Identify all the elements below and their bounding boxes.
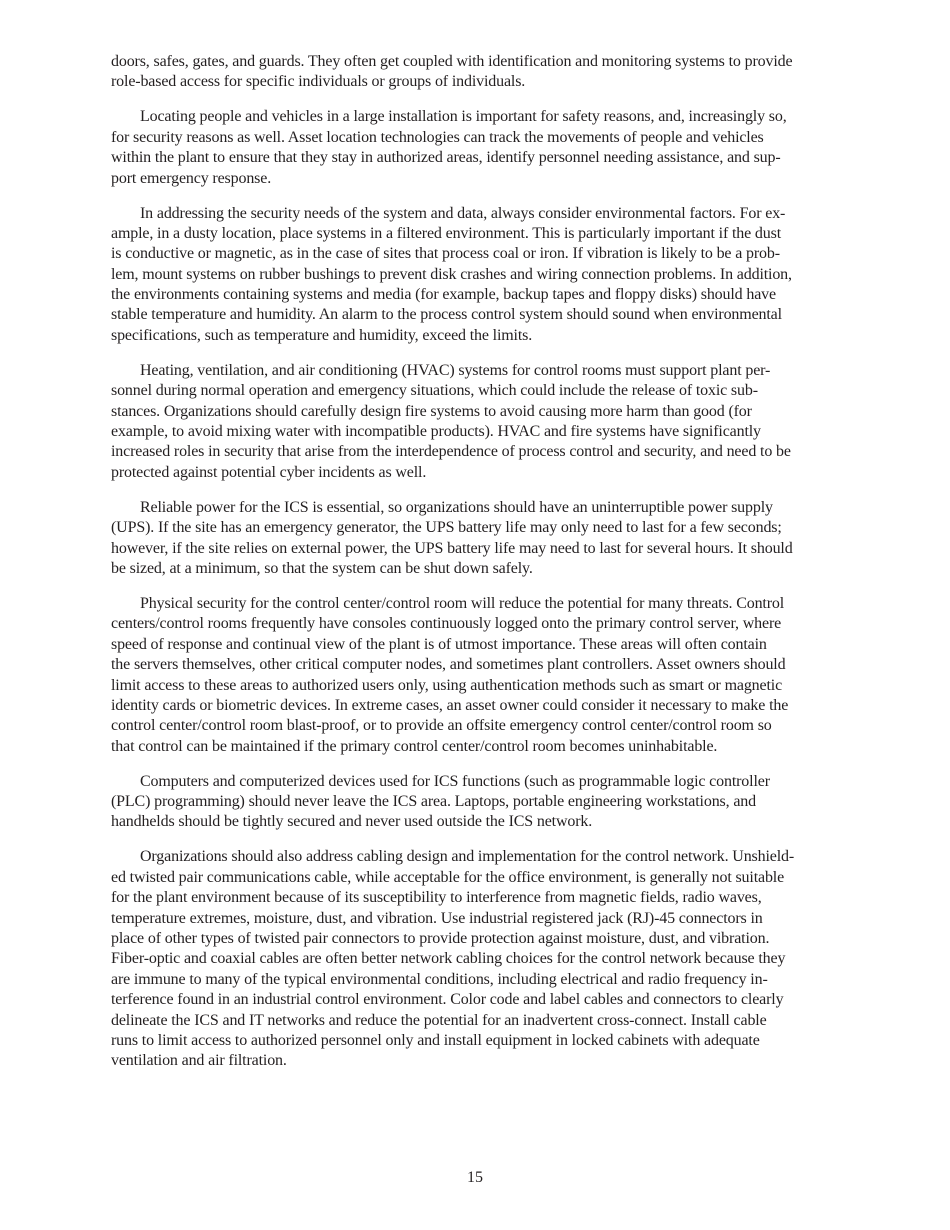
text-line: place of other types of twisted pair connectors to provide protection against moisture, dust, and vibration. (111, 930, 770, 947)
paragraph (111, 772, 846, 833)
text-line: terference found in an industrial control environment. Color code and label cables and connectors to clearly (111, 991, 784, 1009)
text-line: Locating people and vehicles in a large installation is important for safety reasons, and, increasingly so, (140, 108, 787, 126)
text-line: handhelds should be tightly secured and never used outside the ICS network. (111, 813, 593, 831)
text-line: Organizations should also address cabling design and implementation for the control network. Unshield- (140, 848, 795, 866)
text-line: identity cards or biometric devices. In extreme cases, an asset owner could consider it necessary to make the (111, 696, 789, 714)
text-line: is conductive or magnetic, as in the case of sites that process coal or iron. If vibration is likely to be a prob- (111, 245, 780, 263)
text-line: stable temperature and humidity. An alarm to the process control system should sound when environmental (111, 306, 782, 324)
text-line: the servers themselves, other critical computer nodes, and sometimes plant controllers. Asset owners should (111, 656, 786, 674)
text-line: within the plant to ensure that they stay in authorized areas, identify personnel needing assistance, and sup- (111, 149, 781, 167)
paragraph (111, 52, 846, 93)
text-line: protected against potential cyber incidents as well. (111, 463, 427, 481)
document-body (111, 52, 846, 1086)
text-line: however, if the site relies on external power, the UPS battery life may need to last for several hours. It should (111, 539, 793, 557)
paragraph (111, 107, 846, 189)
text-line: are immune to many of the typical environmental conditions, including electrical and radio frequency in- (111, 970, 768, 988)
text-line: speed of response and continual view of the plant is of utmost importance. These areas will often contain (111, 635, 767, 653)
text-line: lem, mount systems on rubber bushings to prevent disk crashes and wiring connection problems. In addition, (111, 265, 792, 283)
text-line: for security reasons as well. Asset location technologies can track the movements of people and vehicles (111, 128, 764, 146)
text-line: doors, safes, gates, and guards. They often get coupled with identification and monitoring systems to provide (111, 53, 793, 70)
text-line: Fiber-optic and coaxial cables are often better network cabling choices for the control network because they (111, 950, 786, 968)
paragraph (111, 498, 846, 580)
text-line: that control can be maintained if the primary control center/control room becomes uninhabitable. (111, 737, 718, 755)
text-line: role-based access for specific individuals or groups of individuals. (111, 73, 526, 91)
text-line: example, to avoid mixing water with incompatible products). HVAC and fire systems have significantly (111, 423, 761, 441)
text-line: centers/control rooms frequently have consoles continuously logged onto the primary control server, where (111, 615, 782, 633)
text-line: limit access to these areas to authorized users only, using authentication methods such as smart or magnetic (111, 676, 783, 694)
paragraph (111, 204, 846, 347)
text-line: control center/control room blast-proof, or to provide an offsite emergency control center/control room so (111, 717, 772, 735)
text-line: stances. Organizations should carefully design fire systems to avoid causing more harm than good (for (111, 402, 752, 420)
text-line: Physical security for the control center/control room will reduce the potential for many threats. Control (140, 594, 785, 612)
paragraph (111, 361, 846, 483)
text-line: (UPS). If the site has an emergency generator, the UPS battery life may only need to last for a few seconds; (111, 519, 782, 537)
text-line: increased roles in security that arise from the interdependence of process control and security, and need to be (111, 443, 791, 461)
text-line: for the plant environment because of its susceptibility to interference from magnetic fields, radio waves, (111, 889, 762, 907)
text-line: be sized, at a minimum, so that the system can be shut down safely. (111, 559, 533, 577)
text-line: ed twisted pair communications cable, while acceptable for the office environment, is generally not suitable (111, 868, 785, 886)
text-line: ample, in a dusty location, place systems in a filtered environment. This is particularly important if the dust (111, 224, 782, 242)
text-line: Heating, ventilation, and air conditioning (HVAC) systems for control rooms must support plant per- (140, 361, 771, 379)
text-line: delineate the ICS and IT networks and reduce the potential for an inadvertent cross-connect. Install cable (111, 1011, 767, 1029)
text-line: Computers and computerized devices used for ICS functions (such as programmable logic controller (140, 772, 770, 790)
text-line: sonnel during normal operation and emergency situations, which could include the release of toxic sub- (111, 382, 758, 400)
text-line: runs to limit access to authorized personnel only and install equipment in locked cabinets with adequate (111, 1031, 760, 1049)
text-line: specifications, such as temperature and humidity, exceed the limits. (111, 326, 533, 344)
text-line: temperature extremes, moisture, dust, and vibration. Use industrial registered jack (RJ)-45 connectors in (111, 909, 763, 927)
text-line: (PLC) programming) should never leave the ICS area. Laptops, portable engineering workstations, and (111, 793, 756, 811)
paragraph (111, 594, 846, 757)
page-number: 15 (467, 1169, 483, 1186)
text-line: the environments containing systems and media (for example, backup tapes and floppy disks) should have (111, 286, 776, 304)
text-line: Reliable power for the ICS is essential, so organizations should have an uninterruptible power supply (140, 498, 773, 516)
paragraph (111, 847, 846, 1071)
text-line: In addressing the security needs of the system and data, always consider environmental factors. For ex- (140, 204, 786, 222)
text-line: port emergency response. (111, 169, 272, 187)
text-line: ventilation and air filtration. (111, 1052, 287, 1070)
